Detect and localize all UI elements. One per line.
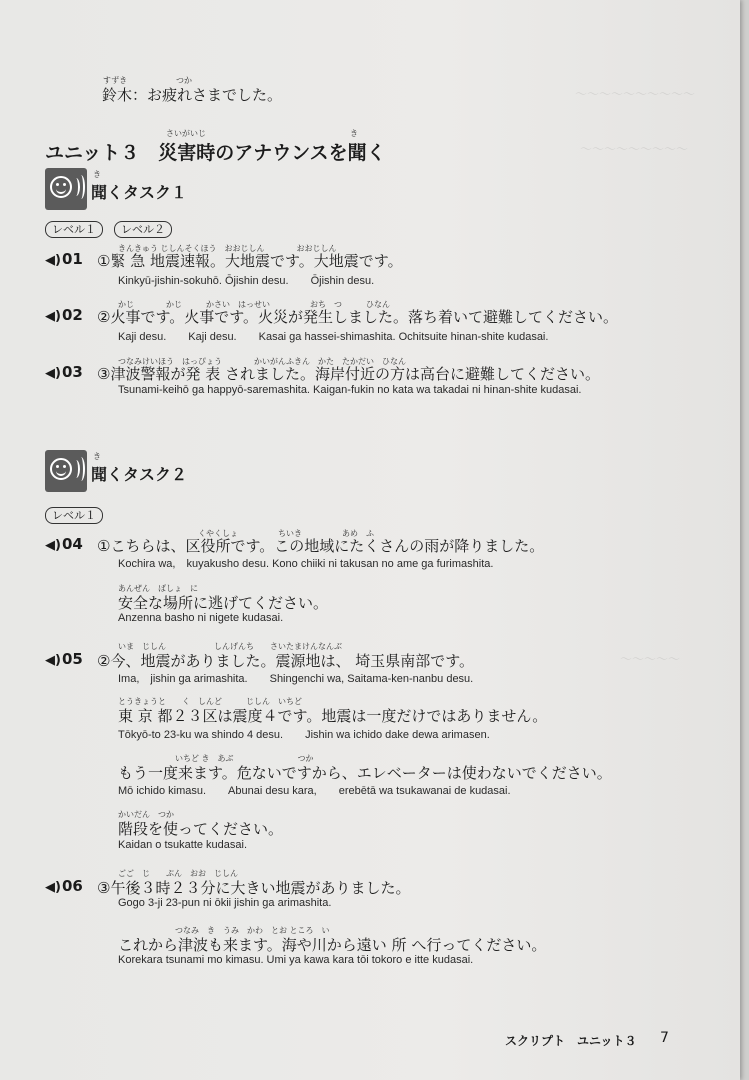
speaker-icon: ◀) [45,538,61,553]
romaji-line: Mō ichido kimasu. Abunai desu kara, erebētā wa tsukawanai de kudasai. [118,785,511,797]
romaji-line: Gogo 3-ji 23-pun ni ōkii jishin ga arimashita. [118,897,332,909]
bleed-through: ～～～～～～～～～～ [575,87,696,101]
furigana: あんぜん ばしょ に [118,584,198,593]
track-number: ◀)06 [45,877,83,895]
task2-title: 聞くタスク２ [91,465,188,484]
task1-title: 聞くタスク１ [91,183,188,202]
speaker-icon: ◀) [45,880,61,895]
script-line: 階段を使ってください。 [118,820,284,838]
furigana: すずき [103,76,128,85]
speaker-line: 鈴木：お疲れさまでした。 [102,86,283,104]
level-badge: レベル２ [114,221,172,238]
furigana: くやくしょ ちいき あめ ふ [198,529,374,538]
furigana: き [93,452,101,461]
speaker-icon: ◀) [45,366,61,381]
bleed-through: ～～～～～～～～～ [580,142,689,156]
level-badge: レベル１ [45,221,103,238]
script-line: これから津波も来ます。海や川から遠い 所 へ行ってください。 [118,936,547,954]
romaji-line: Tōkyō-to 23-ku wa shindo 4 desu. Jishin wa ichido dake dewa arimasen. [118,729,490,741]
script-line: ③午後３時２３分に大きい地震がありました。 [97,879,411,897]
script-line: ②今、地震がありました。震源地は、 埼玉県南部です。 [97,652,475,670]
romaji-line: Kinkyū-jishin-sokuhō. Ōjishin desu. Ōjishin desu. [118,275,375,287]
track-number: ◀)01 [45,250,83,268]
script-line: ③津波警報が発 表 されました。海岸付近の方は高台に避難してください。 [97,365,600,383]
script-line: ①緊 急 地震速報。大地震です。大地震です。 [97,252,403,270]
furigana: きんきゅう じしんそくほう おおじしん おおじしん [118,244,337,253]
furigana: つか [176,76,192,85]
bleed-through: ～～～～～ [620,652,681,666]
track-number: ◀)02 [45,306,83,324]
speaker-icon: ◀) [45,253,61,268]
romaji-line: Anzenna basho ni nigete kudasai. [118,612,284,624]
romaji-line: Ima, jishin ga arimashita. Shingenchi wa, Saitama-ken-nanbu desu. [118,673,474,685]
furigana: とうきょうと く しんど じしん いちど [118,697,302,706]
romaji-line: Kaji desu. Kaji desu. Kasai ga hassei-shimashita. Ochitsuite hinan-shite kudasai. [118,331,549,343]
script-line: もう一度来ます。危ないですから、エレベーターは使わないでください。 [118,764,612,782]
furigana: かじ かじ かさい はっせい おち つ ひなん [118,300,390,309]
romaji-line: Korekara tsunami mo kimasu. Umi ya kawa kara tōi tokoro e itte kudasai. [118,954,474,966]
page-number: 7 [660,1030,669,1046]
speaker-icon: ◀) [45,653,61,668]
romaji-line: Tsunami-keihō ga happyō-saremashita. Kaigan-fukin no kata wa takadai ni hinan-shite kudasai. [118,384,582,396]
furigana: き [350,129,358,138]
unit-title: ユニット３ 災害時のアナウンスを聞く [45,142,386,164]
track-number: ◀)04 [45,535,83,553]
script-line: ①こちらは、区役所です。この地域にたくさんの雨が降りました。 [97,537,545,555]
furigana: ごご じ ぷん おお じしん [118,869,238,878]
romaji-line: Kochira wa, kuyakusho desu. Kono chiiki ni takusan no ame ga furimashita. [118,558,494,570]
furigana: いちど き あぶ つか [175,754,314,763]
track-number: ◀)05 [45,650,83,668]
furigana: つなみ き うみ かわ とお ところ い [175,926,330,935]
listening-icon [45,168,87,210]
listening-icon [45,450,87,492]
script-line: ②火事です。火事です。火災が発生しました。落ち着いて避難してください。 [97,308,619,326]
furigana: つなみけいほう はっぴょう かいがんふきん かた たかだい ひなん [118,357,406,366]
level-badge: レベル１ [45,507,103,524]
furigana: さいがいじ [166,129,206,138]
track-number: ◀)03 [45,363,83,381]
running-footer: スクリプト ユニット３ [505,1034,637,1048]
furigana: かいだん つか [118,810,174,819]
script-line: 安全な場所に逃げてください。 [118,594,329,612]
furigana: いま じしん しんげんち さいたまけんなんぶ [118,642,342,651]
script-line: 東 京 都２３区は震度４です。地震は一度だけではありません。 [118,707,548,725]
speaker-icon: ◀) [45,309,61,324]
romaji-line: Kaidan o tsukatte kudasai. [118,839,248,851]
furigana: き [93,170,101,179]
